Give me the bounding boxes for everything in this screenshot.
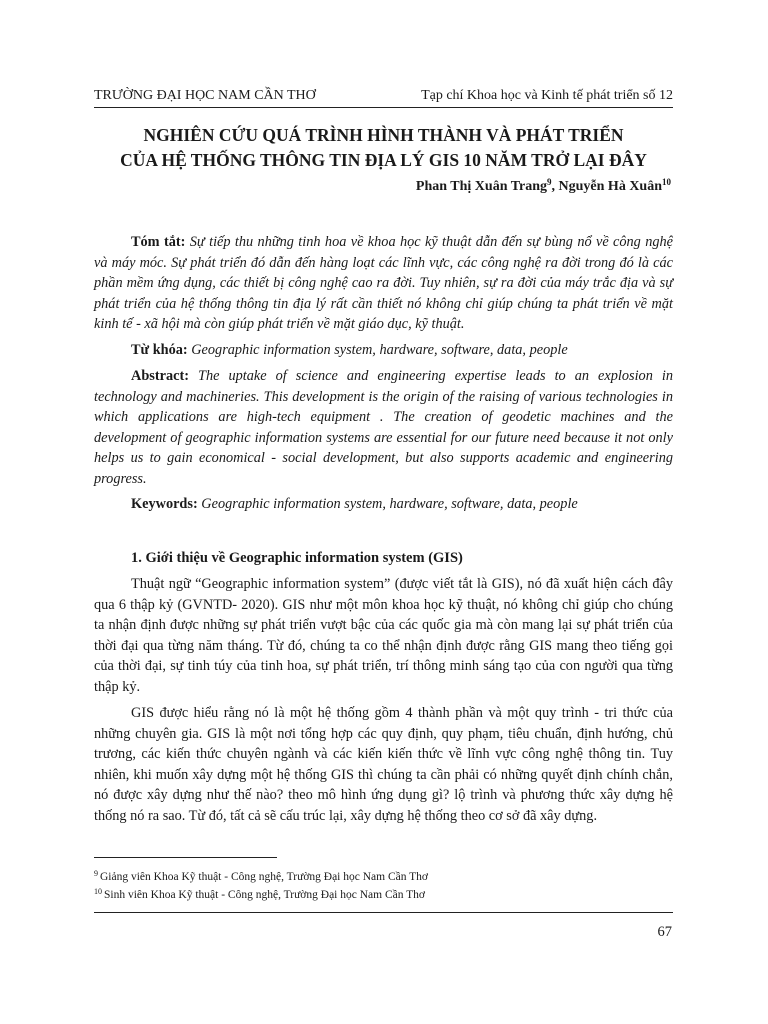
author-2: Nguyễn Hà Xuân — [558, 179, 662, 194]
paper-title — [94, 123, 673, 173]
keywords-vn-label: Từ khóa: — [131, 342, 188, 358]
keywords-en-label: Keywords: — [131, 496, 198, 512]
keywords-vn-text: Geographic information system, hardware, software, data, people — [191, 342, 568, 358]
footnote-9-mark: 9 — [94, 869, 98, 878]
page-number: 67 — [657, 924, 672, 940]
author-1: Phan Thị Xuân Trang — [415, 179, 548, 194]
keywords-vietnamese — [94, 340, 673, 361]
author-separator: , — [551, 179, 559, 194]
author-line — [94, 177, 671, 195]
keywords-english — [94, 494, 673, 515]
header-journal: Tạp chí Khoa học và Kinh tế phát triển số 12 — [421, 88, 673, 103]
body-paragraph-1: Thuật ngữ “Geographic information system” (được viết tắt là GIS), nó đã xuất hiện cách đây qua 6 thập kỷ (GVNTD- 2020). GIS như một môn khoa học kỹ thuật, nó không chỉ giúp cho chúng ta nhận định được những sự phát triển vượt bậc của các quốc gia mà còn mang lại sự phát triển của thời đại qua từng năm tháng. Từ đó, chúng ta co thể nhận định được rằng GIS mang theo tiếng gọi của thời đại, sự tinh túy của tinh hoa, sự phát triển, trí thông minh sáng tạo của con người qua từng thập kỷ. — [94, 576, 673, 695]
title-line-2: CỦA HỆ THỐNG THÔNG TIN ĐỊA LÝ GIS 10 NĂM TRỞ LẠI ĐÂY — [120, 150, 647, 170]
abstract-en-text: The uptake of science and engineering expertise leads to an explosion in technology and machineries. This development is the origin of the raising of various technologies in which applications are high-tech equipment . The creation of geodetic machines and the development of geographic information systems are essential for our future need because it not only helps us to gain economical - social development, but also supports academic and engineering progress. — [94, 368, 674, 487]
section-heading: 1. Giới thiệu về Geographic information system (GIS) — [131, 550, 463, 566]
keywords-en-text: Geographic information system, hardware, software, data, people — [201, 496, 578, 512]
abstract-vn-label: Tóm tắt: — [131, 234, 186, 250]
header-institution: TRƯỜNG ĐẠI HỌC NAM CẦN THƠ — [94, 88, 316, 103]
header-rule — [94, 107, 673, 108]
author-2-footnote-mark: 10 — [662, 177, 671, 187]
abstract-en-label: Abstract: — [131, 368, 189, 384]
abstract-english — [94, 366, 673, 490]
abstract-vn-text: Sự tiếp thu những tinh hoa về khoa học kỹ thuật dẫn đến sự bùng nổ về công nghệ và máy móc. Sự phát triển đó dẫn đến hàng loạt các lĩnh vực, các công nghệ ra đời trong đó là các phần mềm ứng dụng, các thiết bị công nghệ cao ra đời. Tuy nhiên, sự ra đời của máy trắc địa và sự phát triển của hệ thống thông tin địa lý rất cần thiết nó không chỉ giúp chúng ta phát triển về mặt kinh tế - xã hội mà còn giúp phát triển về mặt giáo dục, kỹ thuật. — [94, 234, 673, 333]
footnote-10-mark: 10 — [94, 887, 102, 896]
footnote-rule — [94, 857, 277, 858]
title-line-1: NGHIÊN CỨU QUÁ TRÌNH HÌNH THÀNH VÀ PHÁT TRIỂN — [143, 125, 624, 145]
author-1-footnote-mark: 9 — [547, 177, 552, 187]
footer-rule — [94, 912, 673, 913]
body-paragraph-2: GIS được hiểu rằng nó là một hệ thống gồm 4 thành phần và một quy trình - tri thức của những chuyên gia. GIS là một nơi tổng hợp các quy định, quy phạm, tiêu chuẩn, định hướng, chủ trương, các kiến thức chuyên ngành và các kiến kiến thức về lĩnh vực công nghệ thông tin. Tuy nhiên, khi muốn xây dựng một hệ thống GIS thì chúng ta cần phải có những quyết định chính chắn, nó được xây dựng như thế nào? theo mô hình ứng dụng gì? lộ trình và phương thức xây dựng hệ thống nó ra sao. Từ đó, tất cả sẽ cấu trúc lại, xây dựng hệ thống theo cơ sở đã xây dựng. — [94, 705, 673, 824]
footnote-10-text: Sinh viên Khoa Kỹ thuật - Công nghệ, Trường Đại học Nam Cần Thơ — [104, 889, 425, 901]
footnote-10 — [94, 887, 425, 901]
abstract-vietnamese — [94, 232, 673, 335]
running-header — [94, 84, 673, 104]
footnote-9-text: Giảng viên Khoa Kỹ thuật - Công nghệ, Trường Đại học Nam Cần Thơ — [100, 871, 429, 883]
footnote-9 — [94, 869, 428, 883]
